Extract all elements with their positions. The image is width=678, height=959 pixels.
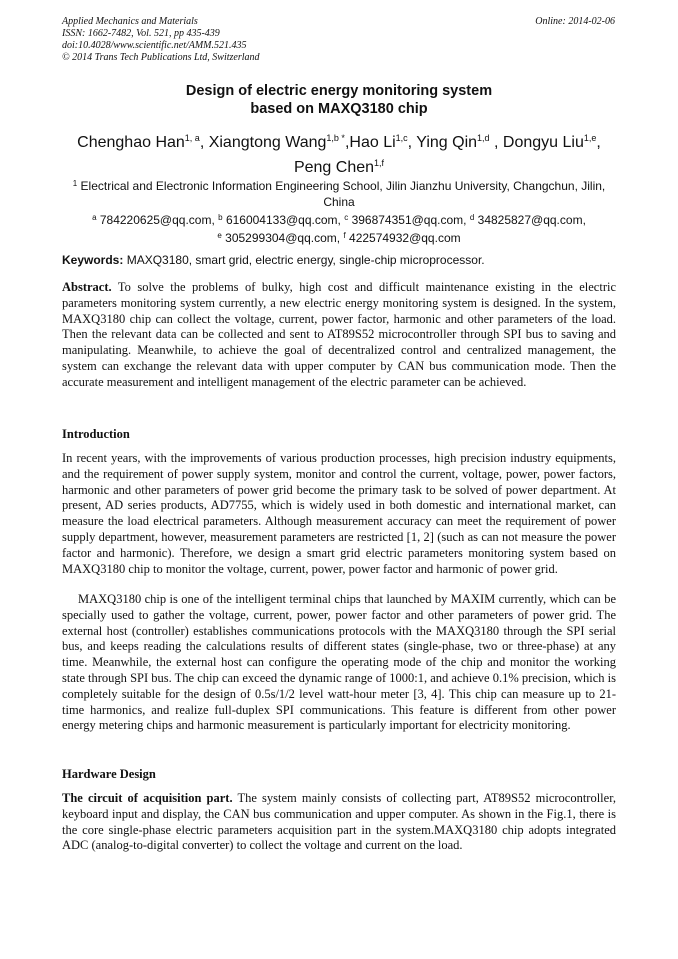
journal-doi: doi:10.4028/www.scientific.net/AMM.521.435	[62, 40, 247, 51]
keywords-label: Keywords:	[62, 253, 124, 267]
hardware-text: The system mainly consists of collecting part, AT89S52 microcontroller, keyboard input and display, the CAN bus communication and upper computer. As shown in the Fig.1, there is the core single-phase electric parameters acquisition part in the system.MAXQ3180 chip adopts integrated ADC (analog-to-digital converter) to collect the voltage and current on the load.	[62, 791, 616, 853]
keywords-text: MAXQ3180, smart grid, electric energy, single-chip microprocessor.	[126, 253, 485, 267]
author: Dongyu Liu$^{1,e}$,	[502, 133, 601, 151]
abstract	[62, 280, 616, 391]
journal-copyright: © 2014 Trans Tech Publications Ltd, Switzerland	[62, 52, 260, 63]
abstract-text: To solve the problems of bulky, high cost and difficult maintenance existing in the electric parameters monitoring system currently, a new electric energy monitoring system is designed. In the system, MAXQ3180 chip can collect the voltage, current, power factor, harmonic and other parameters of the load. Then the relevant data can be collected and sent to AT89S52 microcontroller through SPI bus to saving and manipulating. Meanwhile, to achieve the goal of decentralized control and centralized management, the system can exchange the relevant data with upper computer by CAN bus communication mode. Then the accurate measurement and intelligent management of the electric parameter can be achieved.	[62, 280, 617, 389]
email-entry: $^e$ 305299304@qq.com,	[217, 231, 344, 245]
paper-title	[62, 82, 616, 118]
hardware-paragraph	[62, 791, 616, 854]
introduction-paragraph-2: MAXQ3180 chip is one of the intelligent terminal chips that launched by MAXIM currently, which can be specially used to gather the voltage, current, power, power factor and other parameters of power grid. The external host (controller) establishes communications protocols with the MAXQ3180 through the SPI serial bus, and keeps reading the calculations results of different states (single-phase, two or three-phase) at any time. Meanwhile, the external host can configure the operating mode of the chip and monitor the working state through SPI bus. The chip can exceed the dynamic range of 1000:1, and achieve 0.1% precision, which is completely suitable for the design of 0.5s/1/2 level watt-hour meter [3, 4]. This chip can measure up to 21-time harmonics, and realize full-duplex SPI communications. This feature is different from other power energy metering chips and harmonic measurement is particularly important for electricity monitoring.	[62, 592, 616, 733]
hardware-subheading: The circuit of acquisition part.	[62, 791, 233, 805]
author: Chenghao Han$^{1, a}$,	[77, 133, 209, 151]
introduction-paragraph-1: In recent years, with the improvements of various production processes, high precision industry equipments, and the requirement of power supply system, monitor and control the current, voltage, power, power factors, harmonic and other parameters of power grid become the primary task to be solved of power department. At present, AD series products, AD7755, which is widely used in both domestic and international market, can measure the load electrical parameters. Although measurement accuracy can meet the requirement of power supply department, however, measurement parameters are restricted [1, 2] (such as can not measure the power factor and harmonic). Therefore, we design a smart grid electric parameters monitoring system based on MAXQ3180 chip to monitor the voltage, current, power, power factor and harmonic of power grid.	[62, 451, 616, 576]
email-entry: $^b$ 616004133@qq.com,	[218, 213, 345, 227]
email-entry: $^a$ 784220625@qq.com,	[92, 213, 219, 227]
affiliation	[62, 176, 616, 210]
title-line-2: based on MAXQ3180 chip	[250, 101, 428, 117]
author: Ying Qin$^{1,d}$ ,	[416, 133, 503, 151]
author: Xiangtong Wang$^{1,b *}$,	[208, 133, 350, 151]
email-entry: $^f$ 422574932@qq.com	[343, 231, 461, 245]
email-entry: $^c$ 396874351@qq.com,	[344, 213, 470, 227]
abstract-label: Abstract.	[62, 280, 112, 294]
journal-info	[62, 16, 462, 64]
author: Peng Chen$^{1,f}$	[293, 158, 385, 176]
author-list	[62, 128, 616, 178]
journal-name: Applied Mechanics and Materials	[62, 16, 198, 27]
title-line-1: Design of electric energy monitoring system	[185, 83, 493, 99]
email-list	[62, 210, 616, 246]
email-entry: $^d$ 34825827@qq.com,	[469, 213, 586, 227]
author: Hao Li$^{1,c}$,	[349, 133, 417, 151]
affiliation-marker: 1	[72, 179, 78, 188]
online-date: Online: 2014-02-06	[535, 16, 615, 27]
journal-issn: ISSN: 1662-7482, Vol. 521, pp 435-439	[62, 28, 220, 39]
keywords	[62, 252, 616, 268]
affiliation-text: Electrical and Electronic Information Engineering School, Jilin Jianzhu University, Changchun, Jilin, China	[80, 179, 606, 209]
section-heading-introduction: Introduction	[62, 427, 130, 441]
section-heading-hardware: Hardware Design	[62, 767, 156, 781]
